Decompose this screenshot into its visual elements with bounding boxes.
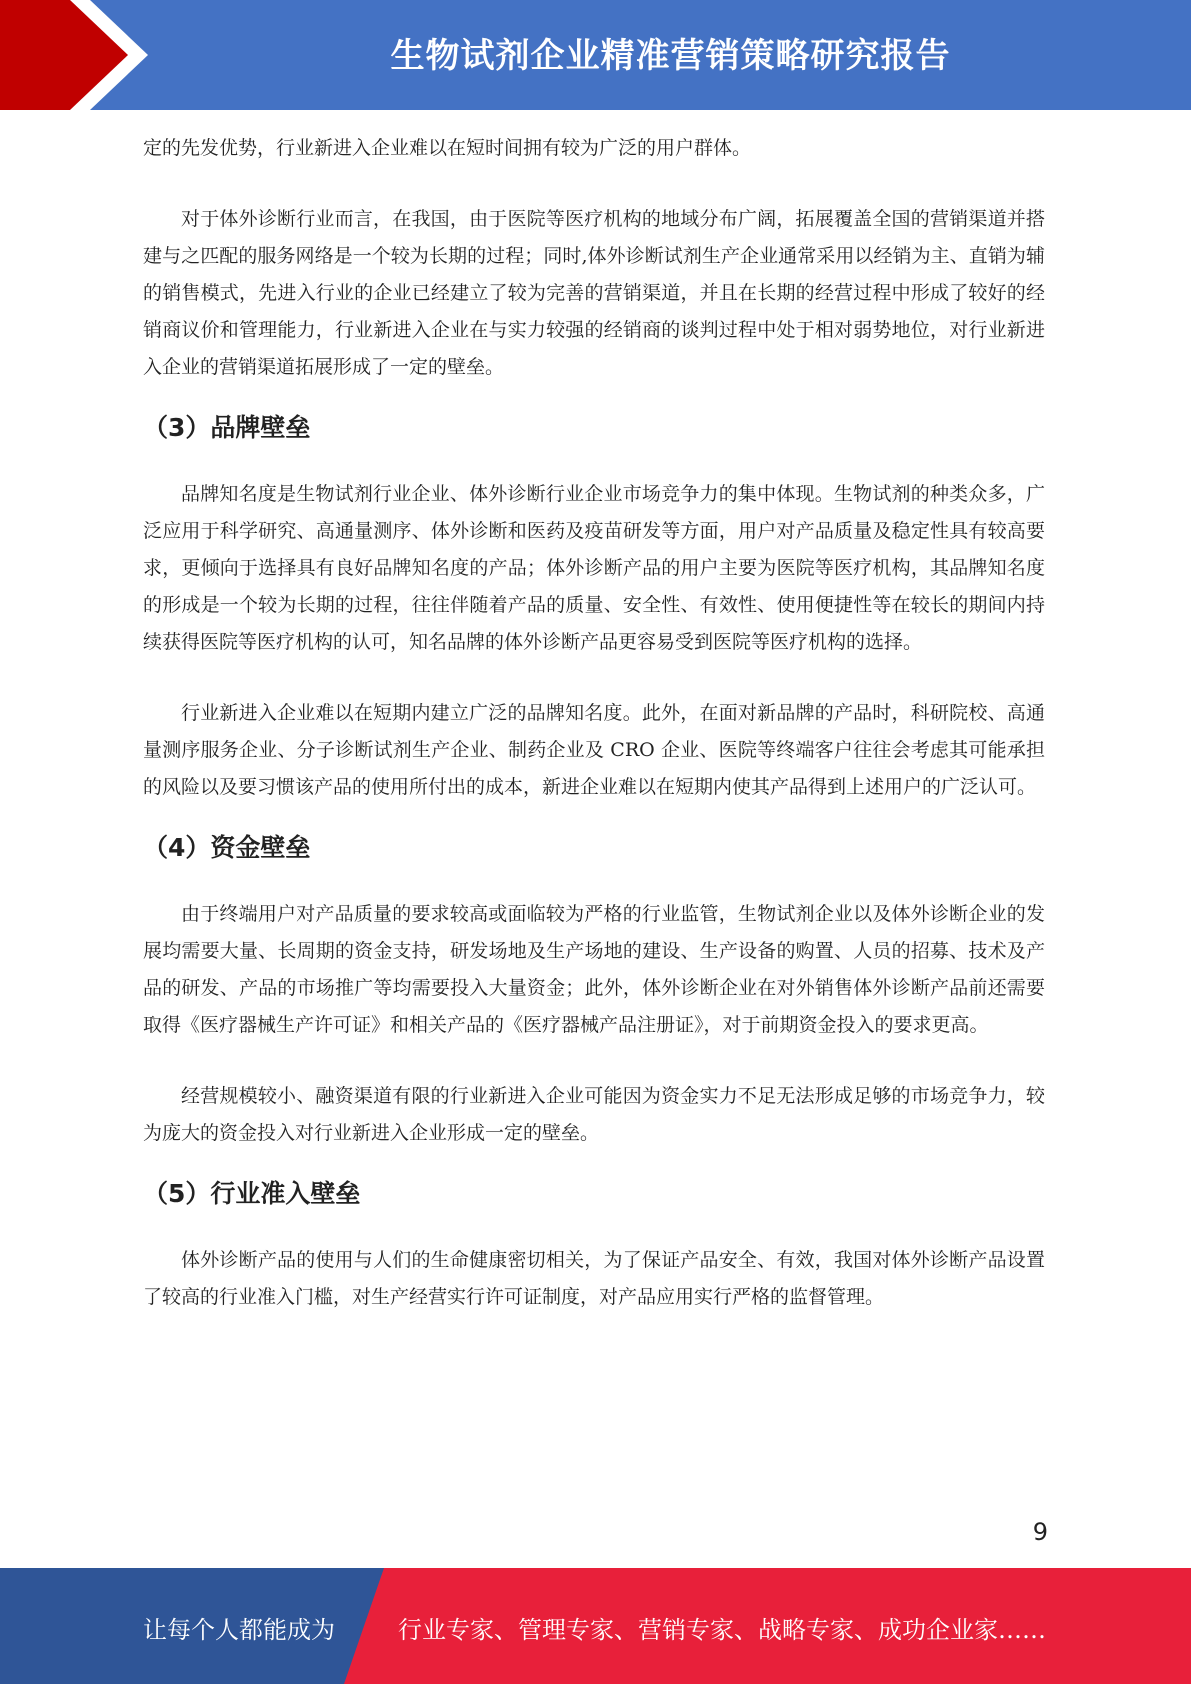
section-heading-capital-barrier: （4）资金壁垒 (143, 833, 311, 862)
paragraph-continuation: 定的先发优势，行业新进入企业难以在短时间拥有较为广泛的用户群体。 (143, 137, 752, 159)
paragraph-channel-barrier: 对于体外诊断行业而言，在我国，由于医院等医疗机构的地域分布广阔，拓展覆盖全国的营销渠道并搭建与之匹配的服务网络是一个较为长期的过程；同时,体外诊断试剂生产企业通常采用以经销为主、直销为辅的销售模式，先进入行业的企业已经建立了较为完善的营销渠道，并且在长期的经营过程中形成了较好的经销商议价和管理能力，行业新进入企业在与实力较强的经销商的谈判过程中处于相对弱势地位，对行业新进入企业的营销渠道拓展形成了一定的壁垒。 (143, 208, 1045, 378)
page-footer (0, 1568, 1191, 1684)
paragraph-brand-awareness: 品牌知名度是生物试剂行业企业、体外诊断行业企业市场竞争力的集中体现。生物试剂的种类众多，广泛应用于科学研究、高通量测序、体外诊断和医药及疫苗研发等方面，用户对产品质量及稳定性具有较高要求，更倾向于选择具有良好品牌知名度的产品；体外诊断产品的用户主要为医院等医疗机构，其品牌知名度的形成是一个较为长期的过程，往往伴随着产品的质量、安全性、有效性、使用便捷性等在较长的期间内持续获得医院等医疗机构的认可，知名品牌的体外诊断产品更容易受到医院等医疗机构的选择。 (143, 483, 1045, 653)
footer-slogan-left: 让每个人都能成为 (143, 1616, 335, 1644)
section-heading-access-barrier: （5）行业准入壁垒 (143, 1179, 361, 1208)
page-number: 9 (1032, 1518, 1048, 1546)
paragraph-capital-needs: 由于终端用户对产品质量的要求较高或面临较为严格的行业监管，生物试剂企业以及体外诊断企业的发展均需要大量、长周期的资金支持，研发场地及生产场地的建设、生产设备的购置、人员的招募、技术及产品的研发、产品的市场推广等均需要投入大量资金；此外，体外诊断企业在对外销售体外诊断产品前还需要取得《医疗器械生产许可证》和相关产品的《医疗器械产品注册证》，对于前期资金投入的要求更高。 (143, 903, 1045, 1036)
footer-slogan-right: 行业专家、管理专家、营销专家、战略专家、成功企业家…… (398, 1616, 1046, 1644)
page-header (0, 0, 1191, 110)
paragraph-brand-new-entrants: 行业新进入企业难以在短期内建立广泛的品牌知名度。此外，在面对新品牌的产品时，科研院校、高通量测序服务企业、分子诊断试剂生产企业、制药企业及 CRO 企业、医院等终端客户往往会考虑其可能承担的风险以及要习惯该产品的使用所付出的成本，新进企业难以在短期内使其产品得到上述用户的广泛认可。 (143, 702, 1045, 798)
paragraph-industry-access: 体外诊断产品的使用与人们的生命健康密切相关，为了保证产品安全、有效，我国对体外诊断产品设置了较高的行业准入门槛，对生产经营实行许可证制度，对产品应用实行严格的监督管理。 (143, 1249, 1045, 1308)
paragraph-capital-new-entrants: 经营规模较小、融资渠道有限的行业新进入企业可能因为资金实力不足无法形成足够的市场竞争力，较为庞大的资金投入对行业新进入企业形成一定的壁垒。 (143, 1085, 1045, 1144)
page-content (143, 130, 1045, 1316)
report-title: 生物试剂企业精准营销策略研究报告 (390, 36, 951, 76)
section-heading-brand-barrier: （3）品牌壁垒 (143, 413, 311, 442)
